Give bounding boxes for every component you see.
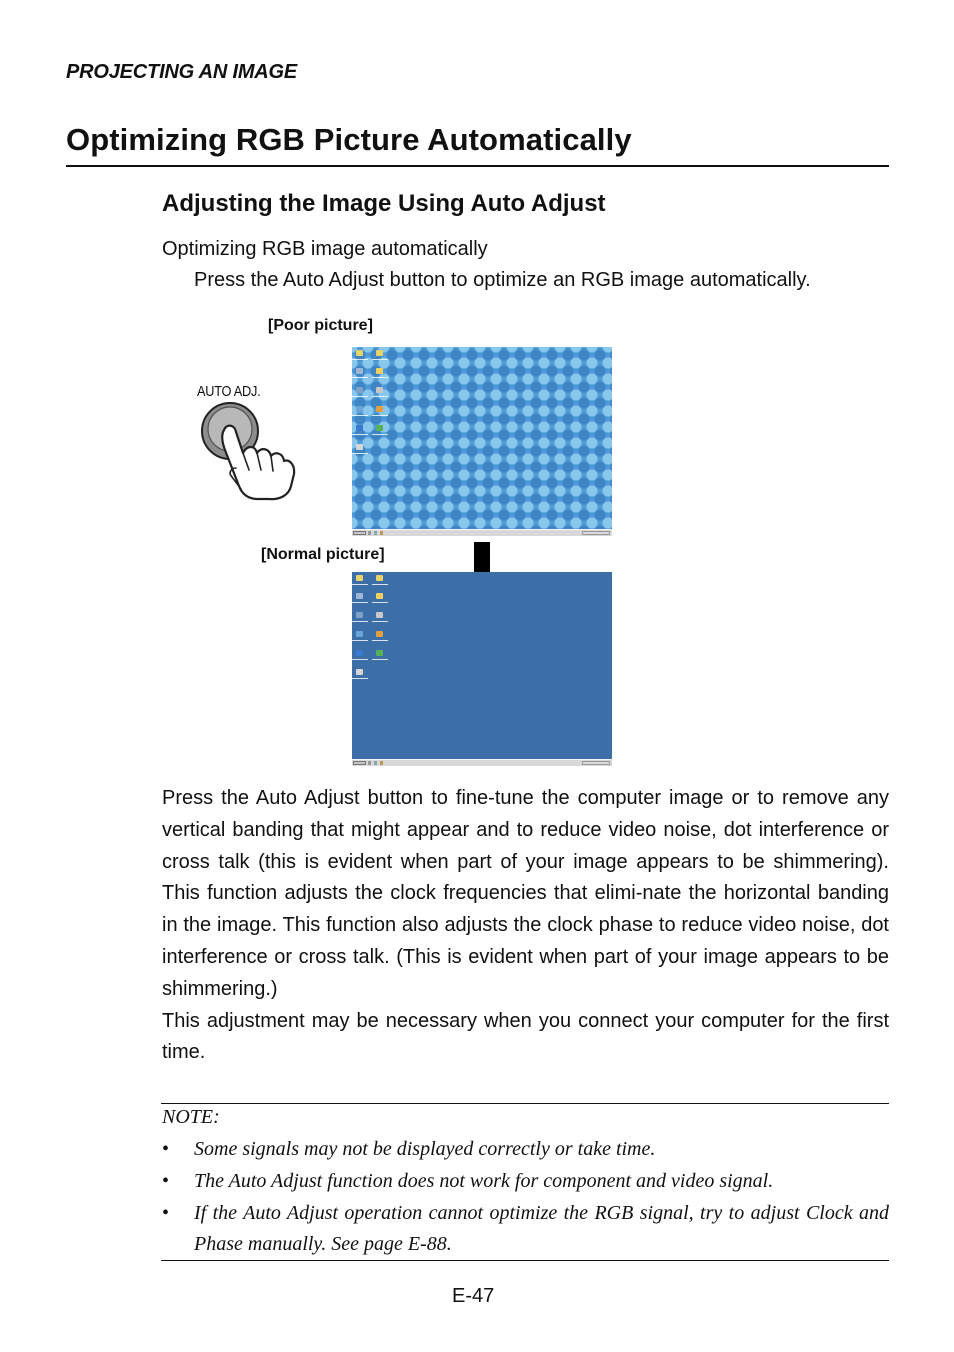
quick-launch-icons	[368, 761, 390, 765]
desktop-shortcut-icon	[376, 593, 383, 599]
system-tray-icon	[582, 761, 610, 765]
desktop-shortcut-caption	[352, 359, 368, 360]
intro-text: Press the Auto Adjust button to optimize an RGB image automatically.	[194, 269, 811, 291]
desktop-shortcut-icon	[356, 368, 363, 374]
desktop-shortcut-icon	[376, 387, 383, 393]
desktop-shortcut-icon	[376, 631, 383, 637]
desktop-shortcut-caption	[372, 434, 388, 435]
desktop-shortcut-caption	[372, 602, 388, 603]
body-text	[162, 783, 889, 1069]
desktop-shortcut-caption	[372, 396, 388, 397]
note-heading: NOTE:	[162, 1106, 220, 1128]
taskbar	[352, 759, 612, 766]
desktop-shortcut-icon	[356, 593, 363, 599]
desktop-shortcut-caption	[372, 659, 388, 660]
title-divider	[66, 165, 889, 167]
desktop-shortcut-icon	[356, 612, 363, 618]
desktop-shortcut-caption	[352, 640, 368, 641]
desktop-shortcut-caption	[352, 678, 368, 679]
quick-launch-icons	[368, 531, 390, 535]
desktop-shortcut-icon	[356, 387, 363, 393]
section-subtitle: Adjusting the Image Using Auto Adjust	[162, 190, 606, 217]
desktop-shortcut-icon	[376, 650, 383, 656]
desktop-shortcut-icon	[376, 425, 383, 431]
desktop-shortcut-icon	[376, 368, 383, 374]
desktop-shortcut-icon	[356, 444, 363, 450]
section-header: PROJECTING AN IMAGE	[66, 61, 298, 83]
page-title: Optimizing RGB Picture Automatically	[66, 122, 632, 157]
poor-picture-screenshot	[352, 347, 612, 536]
intro-label: Optimizing RGB image automatically	[162, 238, 488, 260]
bullet-icon: •	[162, 1201, 170, 1224]
note-item-text: If the Auto Adjust operation cannot optimize the RGB signal, try to adjust Clock and Phase manually. See page E-88.	[194, 1201, 889, 1256]
desktop-shortcut-caption	[372, 377, 388, 378]
desktop-shortcut-caption	[352, 434, 368, 435]
desktop-shortcut-icon	[356, 650, 363, 656]
desktop-shortcut-caption	[372, 415, 388, 416]
start-button-icon	[353, 761, 366, 765]
note-item	[162, 1166, 889, 1198]
auto-adj-button-press-illustration	[196, 398, 300, 504]
desktop-shortcut-caption	[352, 659, 368, 660]
normal-picture-screenshot	[352, 572, 612, 766]
note-item	[162, 1134, 889, 1166]
desktop-shortcut-caption	[372, 640, 388, 641]
desktop-shortcut-caption	[352, 415, 368, 416]
desktop-shortcut-icon	[356, 425, 363, 431]
desktop-shortcut-icon	[376, 350, 383, 356]
desktop-shortcut-icon	[356, 350, 363, 356]
bullet-icon: •	[162, 1138, 170, 1160]
desktop-shortcut-caption	[352, 584, 368, 585]
body-paragraph: Press the Auto Adjust button to fine-tune the computer image or to remove any vertical banding that might appear and to reduce video noise, dot interference or cross talk (this is evident when part of your image appears to be shimmering). This function adjusts the clock frequencies that elimi-nate the horizontal banding in the image. This function also adjusts the clock phase to reduce video noise, dot interference or cross talk. (This is evident when part of your image appears to be shimmering.)	[162, 787, 889, 1000]
desktop-shortcut-caption	[372, 359, 388, 360]
desktop-shortcut-caption	[352, 621, 368, 622]
bullet-icon: •	[162, 1169, 170, 1192]
desktop-shortcut-icon	[356, 631, 363, 637]
desktop-shortcut-caption	[352, 377, 368, 378]
auto-adj-button-label: AUTO ADJ.	[197, 383, 261, 400]
desktop-shortcut-caption	[352, 453, 368, 454]
desktop-shortcut-icon	[376, 575, 383, 581]
desktop-shortcut-icon	[376, 406, 383, 412]
desktop-shortcut-caption	[352, 602, 368, 603]
desktop-shortcut-icon	[356, 669, 363, 675]
desktop-background	[352, 572, 612, 760]
normal-picture-label: [Normal picture]	[261, 546, 385, 563]
taskbar	[352, 529, 612, 536]
system-tray-icon	[582, 531, 610, 535]
note-item-text: Some signals may not be displayed correctly or take time.	[194, 1138, 656, 1160]
note-item-text: The Auto Adjust function does not work for component and video signal.	[194, 1169, 774, 1192]
desktop-background	[352, 347, 612, 533]
page-number: E-47	[452, 1285, 495, 1307]
note-top-divider	[161, 1103, 889, 1104]
desktop-shortcut-caption	[372, 584, 388, 585]
body-paragraph: This adjustment may be necessary when you connect your computer for the first time.	[162, 1009, 889, 1064]
note-bottom-divider	[161, 1260, 889, 1261]
note-list	[162, 1134, 889, 1261]
desktop-shortcut-icon	[356, 575, 363, 581]
start-button-icon	[353, 531, 366, 535]
poor-picture-label: [Poor picture]	[268, 317, 373, 334]
desktop-shortcut-icon	[376, 612, 383, 618]
desktop-shortcut-caption	[352, 396, 368, 397]
note-item	[162, 1198, 889, 1262]
desktop-shortcut-caption	[372, 621, 388, 622]
desktop-shortcut-icon	[356, 406, 363, 412]
